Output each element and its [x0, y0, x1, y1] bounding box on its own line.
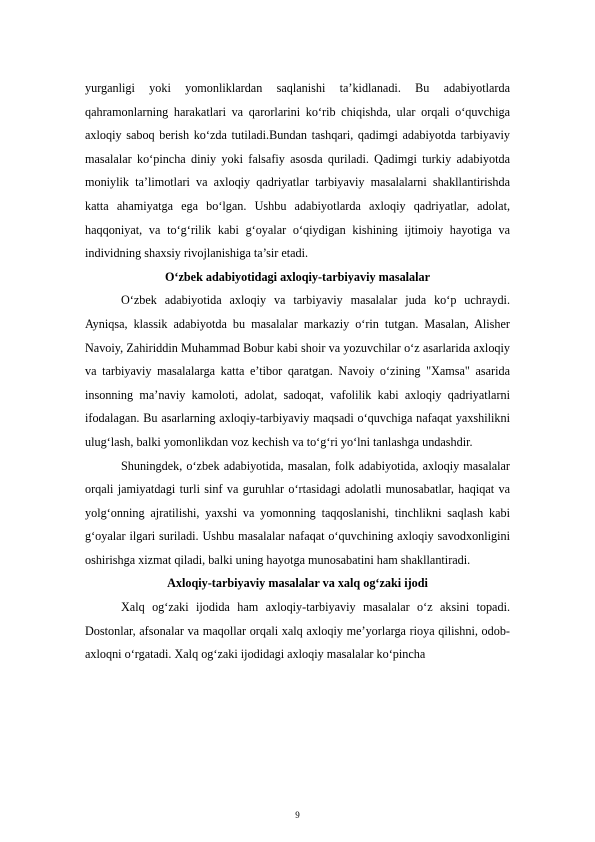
paragraph-continuation: yurganligi yoki yomonliklardan saqlanishi ta’kidlanadi. Bu adabiyotlarda qahramonlarning harakatlari va qarorlarini ko‘rib chiqishda, ular orqali o‘quvchiga axloqiy saboq berish ko‘zda tutiladi.Bundan tashqari, qadimgi adabiyotda tarbiyaviy masalalar ko‘pincha diniy yoki falsafiy asosda quriladi. Qadimgi turkiy adabiyotda moniylik ta’limotlari va axloqiy qadriyatlar tarbiyaviy masalalarni shakllantirishda katta ahamiyatga ega bo‘lgan. Ushbu adabiyotlarda axloqiy qadriyatlar, adolat, haqqoniyat, va to‘g‘rilik kabi g‘oyalar o‘qiydigan kishining ijtimoiy hayotiga va individning shaxsiy rivojlanishiga ta’sir etadi.	[85, 81, 510, 261]
paragraph-classic-literature: O‘zbek adabiyotida axloqiy va tarbiyaviy masalalar juda ko‘p uchraydi. Ayniqsa, klassik adabiyotda bu masalalar markaziy o‘rin tutgan. Masalan, Alisher Navoiy, Zahiriddin Muhammad Bobur kabi shoir va yozuvchilar o‘z asarlarida axloqiy va tarbiyaviy masalalarga katta e’tibor qaratgan. Navoiy o‘zining "Xamsa" asarida insonning ma’naviy kamoloti, adolat, sadoqat, vafolilik kabi axloqiy qadriyatlarni ifodalagan. Bu asarlarning axloqiy-tarbiyaviy maqsadi o‘quvchiga nafaqat yaxshilikni ulug‘lash, balki yomonlikdan voz kechish va to‘g‘ri yo‘lni tanlashga undashdir.	[85, 293, 510, 449]
section-heading-folk-creativity: Axloqiy-tarbiyaviy masalalar va xalq og‘zaki ijodi	[167, 576, 428, 591]
paragraph-oral-folk-creativity: Xalq og‘zaki ijodida ham axloqiy-tarbiyaviy masalalar o‘z aksini topadi. Dostonlar, afsonalar va maqollar orqali xalq axloqiy me’yorlarga rioya qilishni, odob-axloqni o‘rgatadi. Xalq og‘zaki ijodidagi axloqiy masalalar ko‘pincha	[85, 600, 510, 662]
section-heading-uzbek-literature: O‘zbek adabiyotidagi axloqiy-tarbiyaviy masalalar	[164, 269, 431, 284]
paragraph-folk-literature: Shuningdek, o‘zbek adabiyotida, masalan, folk adabiyotida, axloqiy masalalar orqali jamiyatdagi turli sinf va guruhlar o‘rtasidagi adolatli munosabatlar, haqiqat va yolg‘onning ajratilishi, yaxshi va yomonning taqqoslanishi, tinchlikni saqlash kabi g‘oyalar ilgari suriladi. Ushbu masalalar nafaqat o‘quvchining axloqiy savodxonligini oshirishga xizmat qiladi, balki uning hayotga munosabatini ham shakllantiradi.	[85, 458, 510, 567]
page-number: 9	[295, 810, 300, 820]
page-content	[85, 77, 510, 667]
